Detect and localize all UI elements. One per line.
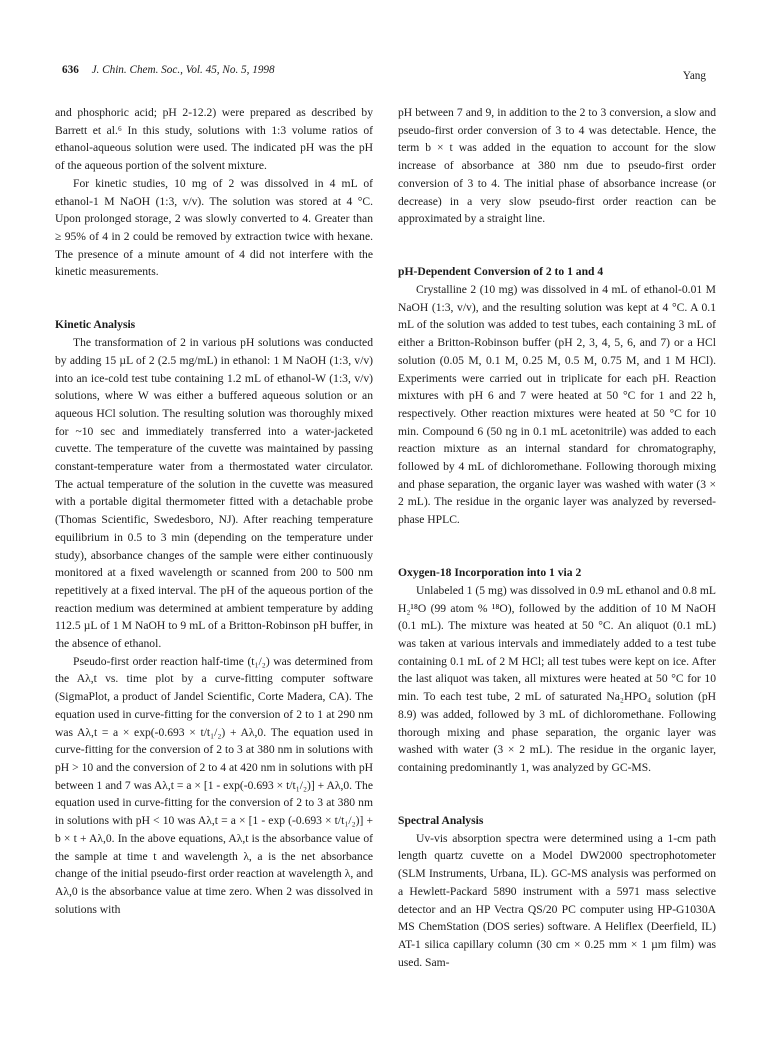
paragraph: pH between 7 and 9, in addition to the 2 to 3 conversion, a slow and pseudo-first order conversion of 3 to 4 was detectable. Hence, the term b × t was added in the equation to account for the slow increase of absorbance at 380 nm due to pseudo-first order conversion of 3 to 4. The initial phase of absorbance increase (or decrease) in a very slow pseudo-first order reaction can be approximated by a straight line. <box>398 106 716 226</box>
running-header <box>62 64 706 84</box>
section-heading-ph-dependent-conversion: pH-Dependent Conversion of 2 to 1 and 4 <box>398 265 604 279</box>
section-heading-kinetic-analysis: Kinetic Analysis <box>55 318 136 332</box>
left-column <box>55 104 373 918</box>
paragraph: Pseudo-first order reaction half-time (t₁/₂) was determined from the Aλ,t vs. time plot by a curve-fitting computer software (SigmaPlot, a product of Jandel Scientific, Corte Madera, CA). The equation used in curve-fitting for the conversion of 2 to 1 at 290 nm was Aλ,t = a × exp(-0.693 × t/t₁/₂) + Aλ,0. The equation used in curve-fitting for the conversion of 2 to 3 at 380 nm in solutions with pH > 10 and the conversion of 2 to 4 at 420 nm in solutions with pH between 1 and 7 was Aλ,t = a × [1 - exp(-0.693 × t/t₁/₂)] + Aλ,0. The equation used in curve-fitting for the conversion of 2 to 3 at 380 nm in solutions with pH < 10 was Aλ,t = a × [1 - exp (-0.693 × t/t₁/₂)] + b × t + Aλ,0. In the above equations, Aλ,t is the absorbance value of the sample at time t and wavelength λ, a is the net absorbance change of the initial pseudo-first order reaction at wavelength λ, and Aλ,0 is the absorbance value at time zero. When 2 was dissolved in solutions with <box>55 654 373 916</box>
right-column <box>398 104 716 971</box>
paragraph: For kinetic studies, 10 mg of 2 was dissolved in 4 mL of ethanol-1 M NaOH (1:3, v/v). The solution was stored at 4 °C. Upon prolonged storage, 2 was slowly converted to 4. Greater than ≥ 95% of 4 in 2 could be removed by extraction twice with hexane. The presence of a minute amount of 4 did not interfere with the kinetic measurements. <box>55 176 373 279</box>
page-number: 636 <box>62 64 79 76</box>
header-left <box>62 64 275 76</box>
section-heading-spectral-analysis: Spectral Analysis <box>398 814 484 828</box>
paragraph: Crystalline 2 (10 mg) was dissolved in 4 mL of ethanol-0.01 M NaOH (1:3, v/v), and the resulting solution was kept at 4 °C. A 0.1 mL of the solution was added to test tubes, each containing 3 mL of either a Britton-Robinson buffer (pH 2, 3, 4, 5, 6, and 7) or a HCl solution (0.05 M, 0.1 M, 0.25 M, 0.5 M, 0.75 M, and 1 M HCl). Experiments were carried out in triplicate for each pH. Reaction mixtures with pH 6 and 7 were heated at 50 °C for 1 and 22 h, respectively. Other reaction mixtures were heated at 50 °C for 10 min. Compound 6 (50 ng in 0.1 mL acetonitrile) was added to each reaction mixture as an internal standard for chromatography, followed by 4 mL of dichloromethane. Following thorough mixing and phase separation, the organic layer was washed with water (3 × 2 mL). The residue in the organic layer was analyzed by reversed-phase HPLC. <box>398 283 716 527</box>
journal-citation: J. Chin. Chem. Soc., Vol. 45, No. 5, 1998 <box>91 64 275 76</box>
paragraph: Unlabeled 1 (5 mg) was dissolved in 0.9 mL ethanol and 0.8 mL H₂¹⁸O (99 atom % ¹⁸O), followed by the addition of 10 M NaOH (0.1 mL). The mixture was heated at 50 °C. An aliquot (0.1 mL) was taken at various intervals and immediately added to a test tube containing 0.1 mL of 2 M HCl; all test tubes were kept on ice. After the last aliquot was taken, all mixtures were heated at 50 °C for 10 min. To each test tube, 2 mL of saturated Na₂HPO₄ solution (pH 8.9) was added, followed by 3 mL of dichloromethane. Following thorough mixing and phase separation, the organic layer was washed with water (3 × 2 mL). The residue in the organic layer, containing predominantly 1, was analyzed by GC-MS. <box>398 583 716 774</box>
section-heading-oxygen-18-incorporation: Oxygen-18 Incorporation into 1 via 2 <box>398 566 582 580</box>
paragraph: and phosphoric acid; pH 2-12.2) were prepared as described by Barrett et al.⁶ In this study, solutions with 1:3 volume ratios of ethanol-aqueous solution were used. The indicated pH was the pH of the aqueous portion of the solvent mixture. <box>55 106 373 173</box>
running-author: Yang <box>682 70 706 82</box>
paragraph: The transformation of 2 in various pH solutions was conducted by adding 15 µL of 2 (2.5 mg/mL) in ethanol: 1 M NaOH (1:3, v/v) into an ice-cold test tube containing 1.2 mL of ethanol-W (1:3, v/v) solutions, where W was either a buffered aqueous solution or an aqueous HCl solution. The resulting solution was thoroughly mixed for ~10 sec and immediately transferred into a water-jacketed cuvette. The temperature of the cuvette was maintained by passing constant-temperature water from a thermostated water circulator. The actual temperature of the solution in the cuvette was measured with a portable digital thermometer fitted with a detachable probe (Thomas Scientific, Swedesboro, NJ). After reaching temperature equilibrium in 0.5 to 3 min (depending on the temperature under study), absorbance changes of the sample were either continuously monitored at a fixed wavelength or scanned from 200 to 500 nm repetitively at a fixed interval. The pH of the aqueous portion of the reaction medium was determined at ambient temperature by adding 112.5 µL of 1 M NaOH to 9 mL of a Britton-Robinson pH buffer, in the absence of ethanol. <box>55 336 373 651</box>
paragraph: Uv-vis absorption spectra were determined using a 1-cm path length quartz cuvette on a Model DW2000 spectrophotometer (SLM Instruments, Urbana, IL). GC-MS analysis was performed on a Hewlett-Packard 5890 instrument with a 5971 mass selective detector and an HP Vectra QS/20 PC computer using HP-G1030A MS ChemStation (DOS series) software. A Heliflex (Deerfield, IL) AT-1 silica capillary column (30 cm × 0.25 mm × 1 µm film) was used. Sam- <box>398 831 716 969</box>
